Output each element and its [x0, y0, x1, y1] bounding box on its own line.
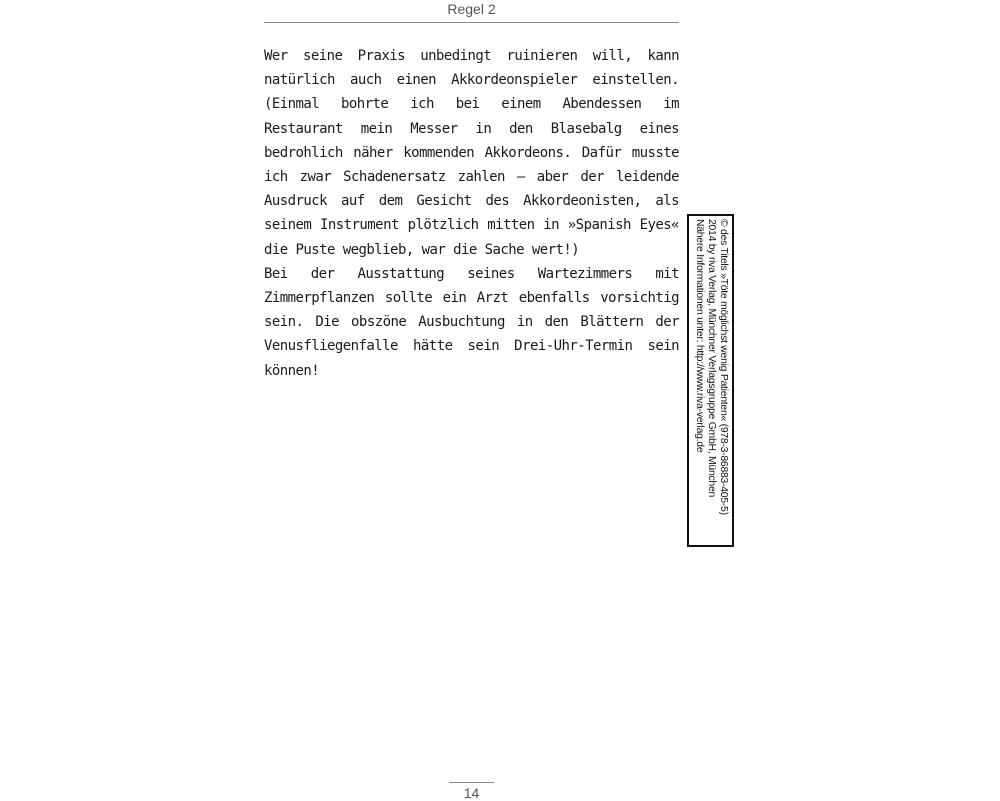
- running-head: Regel 2: [447, 1, 496, 17]
- copyright-text: [692, 219, 729, 544]
- body-text: [264, 44, 679, 383]
- paragraph-accordion: Wer seine Praxis unbedingt ruinieren will, kann natürlich auch einen Akkordeonspieler einstellen. (Einmal bohrte ich bei einem Abendessen im Restaurant mein Messer in den Blasebalg eines bedrohlich näher kommenden Akkordeons. Dafür musste ich zwar Schadenersatz zahlen – aber der leidende Ausdruck auf dem Gesicht des Akkordeonisten, als seinem Instrument plötzlich mitten in »Spanish Eyes« die Puste wegblieb, war die Sache wert!): [264, 48, 679, 258]
- paragraph-plants: Bei der Ausstattung seines Wartezimmers mit Zimmerpflanzen sollte ein Arzt ebenfalls vorsichtig sein. Die obszöne Ausbuchtung in den Blättern der Venusfliegenfalle hätte sein Drei-Uhr-Termin sein können!: [264, 265, 679, 379]
- copyright-line: Nähere Informationen unter: http://www.riva-verlag.de: [693, 219, 705, 453]
- header-rule: [264, 22, 679, 23]
- copyright-line: 2014 by riva Verlag, Münchner Verlagsgruppe GmbH, München: [705, 219, 717, 498]
- copyright-box: [687, 214, 734, 547]
- copyright-line: © des Titels »Töte möglichst wenig Patienten« (978-3-86883-405-5): [718, 219, 729, 515]
- page-number: 14: [463, 785, 480, 801]
- footer-rule: [449, 782, 494, 783]
